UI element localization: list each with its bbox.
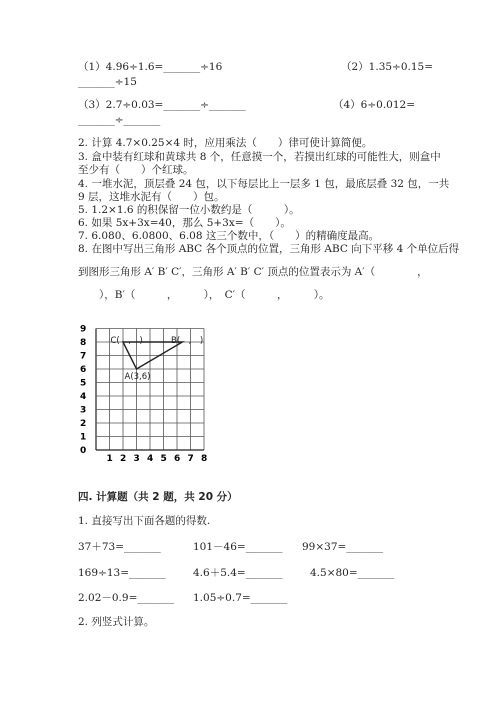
x-tick-label: 8 xyxy=(201,454,208,464)
x-tick-label: 3 xyxy=(133,454,140,464)
y-axis-ticks xyxy=(80,325,86,457)
label-c: C( , ) xyxy=(110,336,143,346)
y-tick-label: 4 xyxy=(80,392,87,402)
grid-svg xyxy=(78,322,208,464)
question-4: 4. 一堆水泥，顶层叠 24 包，以下每层比上一层多 1 包，最底层叠 32 包，一共 xyxy=(78,178,450,190)
y-tick-label: 9 xyxy=(80,324,87,335)
x-tick-label: 7 xyxy=(187,454,194,464)
y-tick-label: 6 xyxy=(80,365,87,375)
x-tick-label: 1 xyxy=(106,454,113,464)
x-axis-ticks xyxy=(107,454,208,464)
item-4: （4）6÷0.012= xyxy=(333,99,416,111)
item-4-cont: _______÷_______ xyxy=(78,114,161,126)
x-tick-label: 6 xyxy=(174,454,181,464)
question-8-cont2: ），B′（ ， ）， C′（ ， ）。 xyxy=(78,289,330,301)
calc-1-3: 99×37=_______ xyxy=(302,541,384,553)
x-tick-label: 4 xyxy=(147,454,154,464)
item-2: （2）1.35÷0.15= xyxy=(341,61,434,73)
coordinate-grid xyxy=(78,322,208,464)
label-a: A(3,6) xyxy=(124,372,151,382)
item-1: （1）4.96÷1.6=_______÷16 xyxy=(78,61,223,73)
y-tick-label: 2 xyxy=(80,419,87,429)
calc-2-1: 169÷13=_______ xyxy=(78,567,166,579)
item-2-cont: _______÷15 xyxy=(78,76,137,88)
question-6: 6. 如果 5x+3x=40，那么 5+3x=（ ）。 xyxy=(78,217,291,229)
calc-3-2: 1.05÷0.7=_______ xyxy=(193,592,288,604)
section-4-title: 四. 计算题（共 2 题，共 20 分） xyxy=(78,491,238,503)
grid-lines xyxy=(96,329,204,451)
y-tick-label: 7 xyxy=(80,351,87,362)
question-8-cont1: 到图形三角形 A′ B′ C′，三角形 A′ B′ C′ 顶点的位置表示为 A′（ ， xyxy=(78,266,428,278)
calc-2-2: 4.6＋5.4=_______ xyxy=(193,567,283,579)
question-3: 3. 盒中装有红球和黄球共 8 个，任意摸一个，若摸出红球的可能性大，则盒中 xyxy=(78,151,441,163)
question-8: 8. 在图中写出三角形 ABC 各个顶点的位置，三角形 ABC 向下平移 4 个单位后得 xyxy=(78,243,460,255)
question-2: 2. 计算 4.7×0.25×4 时，应用乘法（ ）律可使计算简便。 xyxy=(78,137,373,149)
question-7: 7. 6.080、6.0800、6.08 这三个数中，（ ）的精确度最高。 xyxy=(78,230,380,242)
question-3-cont: 至少有（ ）个红球。 xyxy=(78,164,194,176)
calc-1-1: 37＋73=_______ xyxy=(78,541,161,553)
y-tick-label: 3 xyxy=(80,405,87,416)
y-tick-label: 1 xyxy=(80,432,87,443)
label-b: B( , ) xyxy=(171,336,204,346)
x-tick-label: 5 xyxy=(160,454,167,464)
calc-1-2: 101－46=_______ xyxy=(193,541,283,553)
section-4-sub1: 1. 直接写出下面各题的得数. xyxy=(78,515,211,527)
item-3: （3）2.7÷0.03=_______÷_______ xyxy=(78,99,246,111)
calc-3-1: 2.02－0.9=_______ xyxy=(78,592,175,604)
calc-2-3: 4.5×80=_______ xyxy=(310,567,395,579)
x-tick-label: 2 xyxy=(120,454,127,464)
section-4-sub2: 2. 列竖式计算。 xyxy=(78,616,155,628)
y-tick-label: 5 xyxy=(80,378,87,389)
y-tick-label: 8 xyxy=(80,338,87,348)
question-4-cont: 9 层，这堆水泥有（ ）包。 xyxy=(78,191,225,203)
question-5: 5. 1.2×1.6 的积保留一位小数约是（ ）。 xyxy=(78,204,300,216)
y-tick-label: 0 xyxy=(80,446,87,456)
